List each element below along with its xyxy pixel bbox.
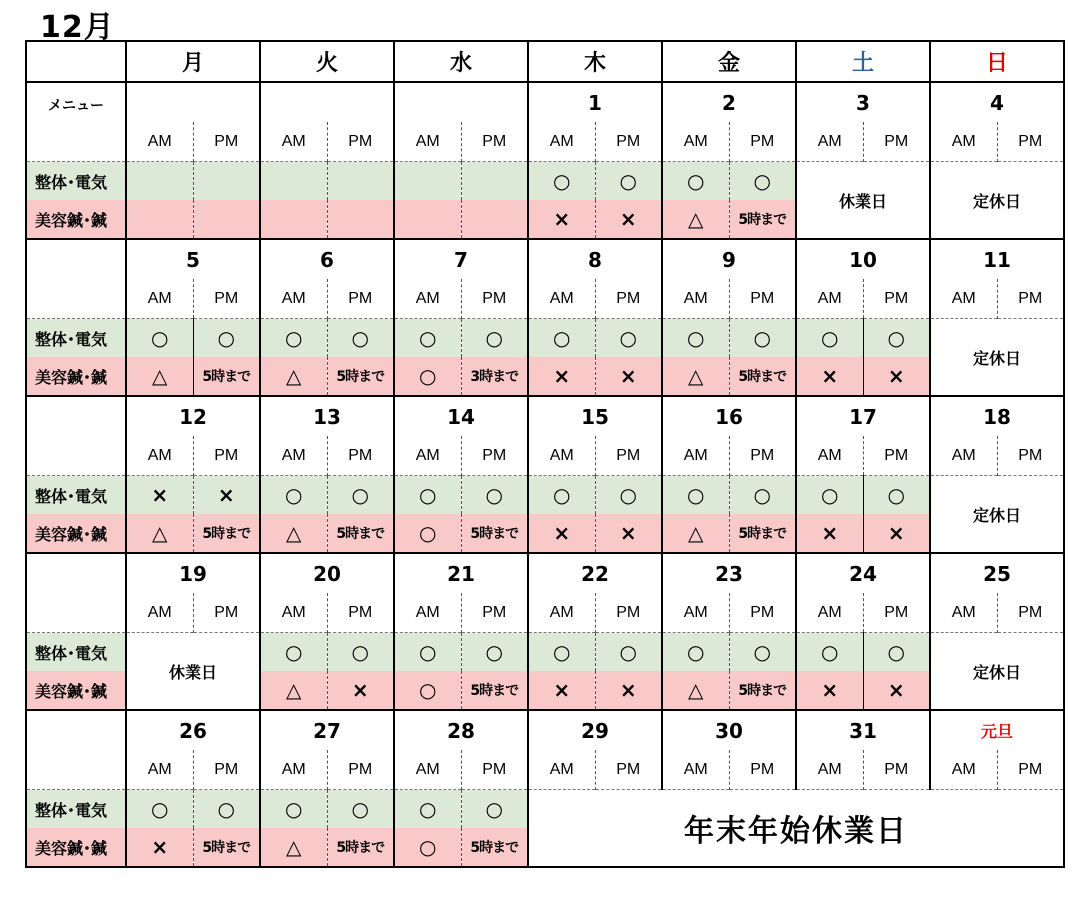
slot: 5時まで [327,828,394,867]
date-cell [394,82,528,122]
weekday-sat: 土 [796,41,930,82]
slot [461,200,528,239]
week-4-ampm-row [26,593,1064,633]
week-2-ampm-row [26,279,1064,319]
slot: ○ [796,476,863,515]
pm-label: PM [863,593,930,633]
slot: ○ [126,319,193,358]
slot: 5時まで [193,514,260,553]
slot: ○ [327,476,394,515]
slot: × [595,200,662,239]
am-label: AM [147,760,172,778]
slot: △ [126,514,193,553]
slot: 5時まで [461,828,528,867]
closed-day-cell: 休業日 [796,162,930,240]
slot [126,200,193,239]
pm-label: PM [997,750,1064,790]
slot: ○ [394,790,461,829]
seitai-label: 整体･電気 [26,476,126,515]
menu-label: メニュー [26,82,126,162]
slot [260,200,327,239]
slot: ○ [461,476,528,515]
week-4-date-row [26,553,1064,593]
slot: 5時まで [729,200,796,239]
slot: × [528,671,595,710]
slot: △ [126,357,193,396]
pm-label: PM [327,279,394,319]
date-cell: 22 [528,553,662,593]
slot: ○ [260,790,327,829]
am-label: AM [549,446,574,464]
date-cell: 19 [126,553,260,593]
regular-holiday-cell: 定休日 [930,476,1064,554]
slot: × [126,828,193,867]
pm-label: PM [461,122,528,162]
pm-label: PM [595,122,662,162]
am-label: AM [281,132,306,150]
slot: ○ [662,162,729,201]
am-label: AM [683,132,708,150]
weekday-thu: 木 [528,41,662,82]
pm-label: PM [461,279,528,319]
slot: △ [662,357,729,396]
am-label: AM [147,446,172,464]
pm-label: PM [863,436,930,476]
slot: △ [260,514,327,553]
seitai-label: 整体･電気 [26,319,126,358]
biyou-label: 美容鍼･鍼 [26,357,126,396]
pm-label: PM [193,436,260,476]
pm-label: PM [327,750,394,790]
date-cell: 17 [796,396,930,436]
slot: ○ [461,790,528,829]
pm-label: PM [863,750,930,790]
slot [327,200,394,239]
date-cell: 26 [126,710,260,750]
slot [327,162,394,201]
slot: ○ [729,633,796,672]
slot: ○ [729,319,796,358]
date-cell: 3 [796,82,930,122]
slot [260,162,327,201]
pm-label: PM [595,593,662,633]
menu-blank [26,239,126,319]
am-label: AM [549,289,574,307]
year-end-holiday-cell: 年末年始休業日 [528,790,1064,868]
am-label: AM [415,760,440,778]
slot: × [863,514,930,553]
biyou-label: 美容鍼･鍼 [26,828,126,867]
slot: × [528,200,595,239]
date-cell: 20 [260,553,394,593]
am-label: AM [147,132,172,150]
am-label: AM [147,603,172,621]
slot [193,162,260,201]
slot: ○ [394,514,461,553]
slot: ○ [863,476,930,515]
slot: × [126,476,193,515]
slot: ○ [394,319,461,358]
week-2-seitai-row [26,319,1064,358]
slot: ○ [327,319,394,358]
am-label: AM [951,289,976,307]
slot: ○ [327,790,394,829]
date-cell: 24 [796,553,930,593]
week-1-date-row [26,82,1064,122]
slot: 5時まで [729,357,796,396]
pm-label: PM [863,122,930,162]
week-2-biyou-row [26,357,1064,396]
slot: ○ [729,476,796,515]
regular-holiday-cell: 定休日 [930,633,1064,711]
week-3-ampm-row [26,436,1064,476]
week-2-date-row [26,239,1064,279]
new-year-day-cell: 元旦 [930,710,1064,750]
biyou-label: 美容鍼･鍼 [26,200,126,239]
slot [126,162,193,201]
weekday-wed: 水 [394,41,528,82]
slot: ○ [193,790,260,829]
pm-label: PM [193,279,260,319]
am-label: AM [281,289,306,307]
pm-label: PM [729,122,796,162]
slot: ○ [394,357,461,396]
date-cell: 4 [930,82,1064,122]
slot: ○ [327,633,394,672]
date-cell [126,82,260,122]
week-5-seitai-row [26,790,1064,829]
seitai-label: 整体･電気 [26,790,126,829]
am-label: AM [415,289,440,307]
pm-label: PM [327,436,394,476]
slot: ○ [461,633,528,672]
week-3-date-row [26,396,1064,436]
month-title: 12月 [40,10,115,45]
date-cell: 7 [394,239,528,279]
am-label: AM [951,132,976,150]
slot: ○ [796,319,863,358]
weekday-mon: 月 [126,41,260,82]
slot [394,162,461,201]
pm-label: PM [595,750,662,790]
am-label: AM [951,603,976,621]
regular-holiday-cell: 定休日 [930,319,1064,397]
date-cell: 11 [930,239,1064,279]
slot: ○ [461,319,528,358]
slot: × [796,671,863,710]
slot: ○ [126,790,193,829]
am-label: AM [951,760,976,778]
slot: × [595,514,662,553]
slot: 5時まで [193,828,260,867]
slot: 5時まで [193,357,260,396]
biyou-label: 美容鍼･鍼 [26,671,126,710]
pm-label: PM [997,279,1064,319]
date-cell: 25 [930,553,1064,593]
pm-label: PM [729,279,796,319]
date-cell: 2 [662,82,796,122]
pm-label: PM [595,436,662,476]
date-cell: 28 [394,710,528,750]
am-label: AM [415,132,440,150]
slot: ○ [260,633,327,672]
slot: × [528,514,595,553]
slot: 5時まで [461,514,528,553]
date-cell: 6 [260,239,394,279]
week-3-biyou-row [26,514,1064,553]
weekday-fri: 金 [662,41,796,82]
slot: △ [662,671,729,710]
week-1-ampm-row [26,122,1064,162]
slot: 5時まで [729,671,796,710]
am-label: AM [683,603,708,621]
menu-blank [26,553,126,633]
slot: × [863,671,930,710]
pm-label: PM [729,593,796,633]
slot: △ [662,200,729,239]
pm-label: PM [729,750,796,790]
weekday-sun: 日 [930,41,1064,82]
pm-label: PM [729,436,796,476]
date-cell: 31 [796,710,930,750]
slot: ○ [662,319,729,358]
am-label: AM [683,446,708,464]
am-label: AM [147,289,172,307]
date-cell: 5 [126,239,260,279]
am-label: AM [281,603,306,621]
slot: ○ [863,319,930,358]
date-cell: 9 [662,239,796,279]
biyou-label: 美容鍼･鍼 [26,514,126,553]
schedule-calendar [25,40,1065,868]
am-label: AM [549,760,574,778]
am-label: AM [817,446,842,464]
slot: × [595,357,662,396]
pm-label: PM [461,436,528,476]
slot: ○ [394,476,461,515]
week-4-seitai-row [26,633,1064,672]
menu-blank [26,710,126,790]
slot: 5時まで [461,671,528,710]
slot: △ [260,357,327,396]
pm-label: PM [863,279,930,319]
slot: ○ [394,633,461,672]
week-3-seitai-row [26,476,1064,515]
regular-holiday-cell: 定休日 [930,162,1064,240]
pm-label: PM [595,279,662,319]
am-label: AM [415,603,440,621]
am-label: AM [549,132,574,150]
slot: 3時まで [461,357,528,396]
pm-label: PM [997,436,1064,476]
am-label: AM [817,289,842,307]
slot: ○ [394,828,461,867]
slot: ○ [260,476,327,515]
slot: ○ [193,319,260,358]
date-cell: 15 [528,396,662,436]
date-cell [260,82,394,122]
pm-label: PM [461,750,528,790]
date-cell: 8 [528,239,662,279]
slot: ○ [796,633,863,672]
seitai-label: 整体･電気 [26,162,126,201]
slot [193,200,260,239]
week-1-seitai-row [26,162,1064,201]
am-label: AM [683,760,708,778]
date-cell: 23 [662,553,796,593]
date-cell: 27 [260,710,394,750]
slot: ○ [528,319,595,358]
slot [461,162,528,201]
am-label: AM [817,760,842,778]
date-cell: 14 [394,396,528,436]
slot: × [796,357,863,396]
weekday-header-row [26,41,1064,82]
am-label: AM [281,446,306,464]
date-cell: 30 [662,710,796,750]
am-label: AM [683,289,708,307]
slot: ○ [394,671,461,710]
pm-label: PM [997,122,1064,162]
slot: × [863,357,930,396]
pm-label: PM [461,593,528,633]
slot: ○ [595,162,662,201]
closed-day-cell: 休業日 [126,633,260,711]
week-5-date-row [26,710,1064,750]
slot: △ [260,671,327,710]
slot: ○ [595,476,662,515]
slot: ○ [528,476,595,515]
am-label: AM [951,446,976,464]
slot: ○ [260,319,327,358]
menu-blank [26,396,126,476]
am-label: AM [549,603,574,621]
date-cell: 10 [796,239,930,279]
slot: △ [662,514,729,553]
slot: ○ [863,633,930,672]
date-cell: 18 [930,396,1064,436]
slot: 5時まで [327,514,394,553]
slot [394,200,461,239]
pm-label: PM [327,122,394,162]
date-cell: 29 [528,710,662,750]
header-corner [26,41,126,82]
slot: × [796,514,863,553]
am-label: AM [817,132,842,150]
pm-label: PM [193,593,260,633]
slot: 5時まで [327,357,394,396]
slot: ○ [595,319,662,358]
pm-label: PM [193,122,260,162]
slot: × [327,671,394,710]
pm-label: PM [327,593,394,633]
pm-label: PM [997,593,1064,633]
date-cell: 16 [662,396,796,436]
weekday-tue: 火 [260,41,394,82]
date-cell: 12 [126,396,260,436]
slot: ○ [528,162,595,201]
am-label: AM [281,760,306,778]
slot: ○ [528,633,595,672]
am-label: AM [415,446,440,464]
seitai-label: 整体･電気 [26,633,126,672]
slot: × [528,357,595,396]
week-5-ampm-row [26,750,1064,790]
slot: ○ [662,633,729,672]
date-cell: 1 [528,82,662,122]
slot: 5時まで [729,514,796,553]
slot: △ [260,828,327,867]
slot: × [595,671,662,710]
slot: ○ [729,162,796,201]
slot: ○ [595,633,662,672]
am-label: AM [817,603,842,621]
slot: ○ [662,476,729,515]
date-cell: 13 [260,396,394,436]
slot: × [193,476,260,515]
date-cell: 21 [394,553,528,593]
pm-label: PM [193,750,260,790]
